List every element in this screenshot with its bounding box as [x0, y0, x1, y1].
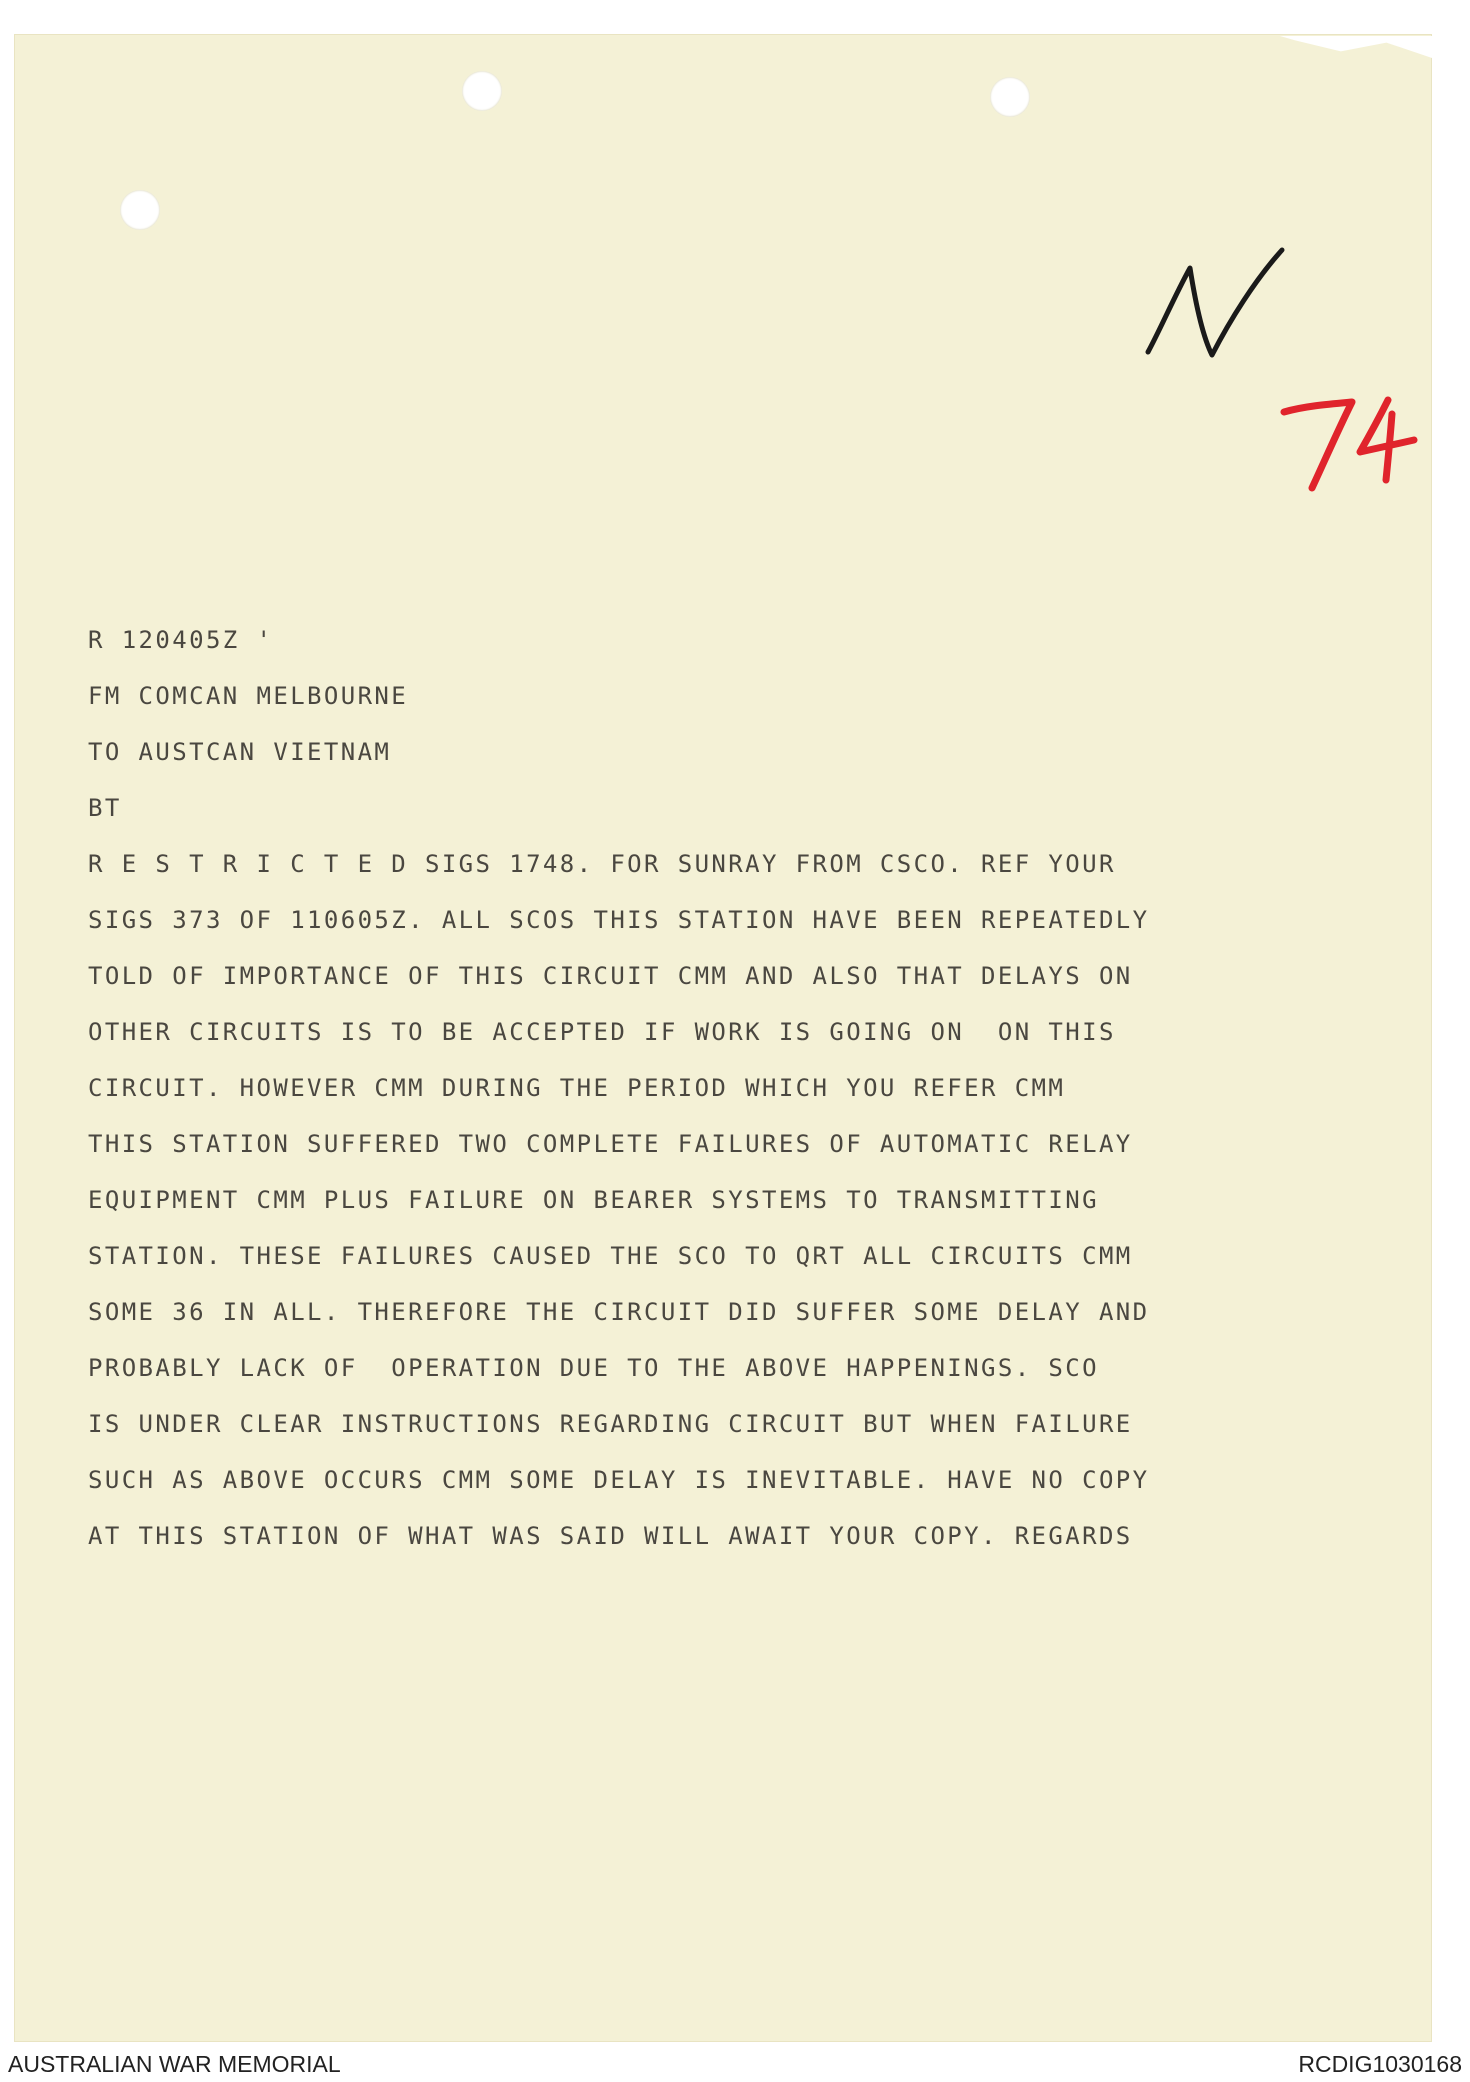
message-to: TO AUSTCAN VIETNAM	[88, 738, 392, 766]
signal-message	[88, 612, 1238, 1564]
message-body-line: IS UNDER CLEAR INSTRUCTIONS REGARDING CIRCUIT BUT WHEN FAILURE	[88, 1410, 1133, 1438]
message-body-line: SUCH AS ABOVE OCCURS CMM SOME DELAY IS INEVITABLE. HAVE NO COPY	[88, 1466, 1150, 1494]
message-body-line: TOLD OF IMPORTANCE OF THIS CIRCUIT CMM AND ALSO THAT DELAYS ON	[88, 962, 1133, 990]
archive-source: AUSTRALIAN WAR MEMORIAL	[8, 2051, 341, 2077]
handwritten-n-annotation	[1140, 240, 1290, 370]
folio-number-annotation	[1280, 390, 1420, 500]
message-body-line: STATION. THESE FAILURES CAUSED THE SCO TO QRT ALL CIRCUITS CMM	[88, 1242, 1133, 1270]
punch-hole	[990, 77, 1030, 117]
punch-hole	[462, 71, 502, 111]
message-body-line: PROBABLY LACK OF OPERATION DUE TO THE ABOVE HAPPENINGS. SCO	[88, 1354, 1099, 1382]
archive-item-id: RCDIG1030168	[1298, 2051, 1462, 2077]
punch-hole	[120, 190, 160, 230]
message-body-line: OTHER CIRCUITS IS TO BE ACCEPTED IF WORK IS GOING ON ON THIS	[88, 1018, 1116, 1046]
message-from: FM COMCAN MELBOURNE	[88, 682, 409, 710]
message-body-line: SOME 36 IN ALL. THEREFORE THE CIRCUIT DID SUFFER SOME DELAY AND	[88, 1298, 1150, 1326]
archive-footer	[0, 2049, 1470, 2082]
message-body-line: CIRCUIT. HOWEVER CMM DURING THE PERIOD WHICH YOU REFER CMM	[88, 1074, 1066, 1102]
message-body-line: SIGS 373 OF 110605Z. ALL SCOS THIS STATION HAVE BEEN REPEATEDLY	[88, 906, 1150, 934]
message-body-line: R E S T R I C T E D SIGS 1748. FOR SUNRAY FROM CSCO. REF YOUR	[88, 850, 1116, 878]
message-body-line: EQUIPMENT CMM PLUS FAILURE ON BEARER SYSTEMS TO TRANSMITTING	[88, 1186, 1099, 1214]
message-reference: R 120405Z '	[88, 626, 274, 654]
message-body-line: AT THIS STATION OF WHAT WAS SAID WILL AWAIT YOUR COPY. REGARDS	[88, 1522, 1133, 1550]
message-body-line: THIS STATION SUFFERED TWO COMPLETE FAILURES OF AUTOMATIC RELAY	[88, 1130, 1133, 1158]
message-break: BT	[88, 794, 122, 822]
